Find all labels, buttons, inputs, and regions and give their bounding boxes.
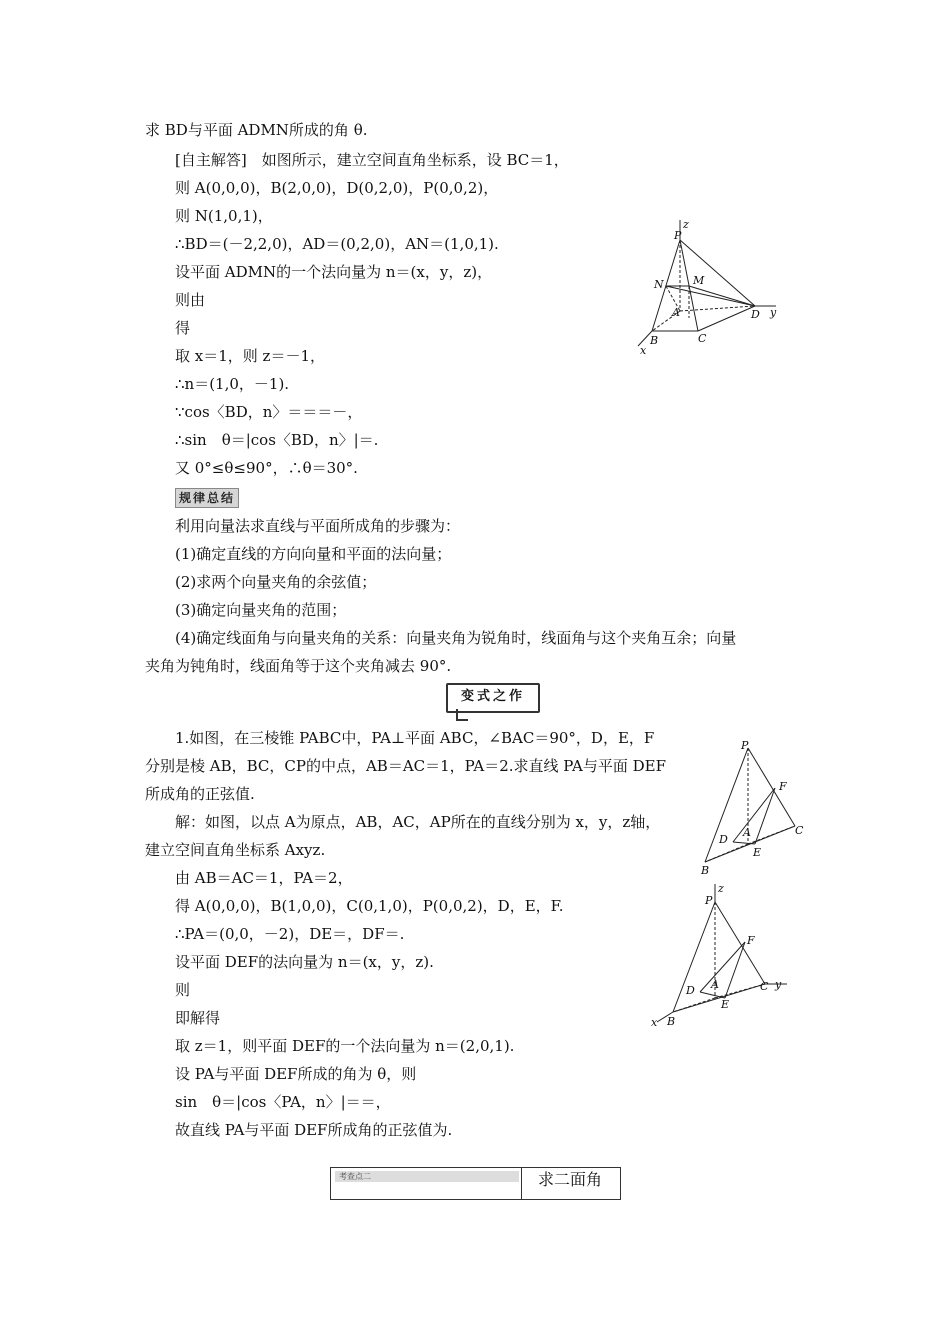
section-small-label: 考查点二 — [335, 1171, 519, 1182]
variant-banner: 变式之作 — [446, 683, 540, 713]
fig3-label-f: F — [747, 934, 755, 947]
text-line: 由 AB＝AC＝1，PA＝2， — [175, 869, 353, 887]
fig2-label-f: F — [779, 780, 787, 793]
figure-tetrahedron — [695, 738, 815, 878]
text-line: (4)确定线面角与向量夹角的关系：向量夹角为锐角时，线面角与这个夹角互余；向量 — [175, 629, 737, 647]
text-line: 解：如图，以点 A为原点，AB，AC，AP所在的直线分别为 x，y，z轴， — [175, 813, 661, 831]
fig1-label-z: z — [683, 218, 689, 231]
text-line: 1.如图，在三棱锥 PABC中，PA⊥平面 ABC，∠BAC＝90°，D，E，F — [175, 729, 655, 747]
text-line: 则 N(1,0,1)， — [175, 207, 273, 225]
text-line: 又 0°≤θ≤90°，∴θ＝30°. — [175, 459, 358, 477]
text-line: ∴BD＝(－2,2,0)，AD＝(0,2,0)，AN＝(1,0,1). — [175, 235, 499, 253]
figure-tetrahedron-axes — [645, 880, 795, 1030]
text-line: 则由 — [175, 291, 206, 309]
text-line: 取 x＝1，则 z＝－1， — [175, 347, 325, 365]
figure-pyramid-admn — [630, 218, 790, 358]
text-line: 建立空间直角坐标系 Axyz. — [145, 841, 326, 859]
text-line: 故直线 PA与平面 DEF所成角的正弦值为. — [175, 1121, 453, 1139]
fig1-label-n: N — [654, 278, 664, 291]
text-line: 即解得 — [175, 1009, 221, 1027]
text-line: 夹角为钝角时，线面角等于这个夹角减去 90°. — [145, 657, 452, 675]
fig2-label-p: P — [741, 739, 749, 752]
fig2-label-c: C — [795, 824, 804, 837]
text-line: 分别是棱 AB，BC，CP的中点，AB＝AC＝1，PA＝2.求直线 PA与平面 DEF — [145, 757, 667, 775]
text-line: 则 A(0,0,0)，B(2,0,0)，D(0,2,0)，P(0,0,2)， — [175, 179, 499, 197]
fig3-label-c: C — [760, 980, 769, 993]
text-line: (1)确定直线的方向向量和平面的法向量； — [175, 545, 452, 563]
fig1-label-y: y — [770, 306, 777, 319]
text-line: 设 PA与平面 DEF所成的角为 θ，则 — [175, 1065, 417, 1083]
text-line: 求 BD与平面 ADMN所成的角 θ. — [145, 121, 368, 139]
fig3-label-z: z — [718, 882, 724, 895]
text-line: ∴PA＝(0,0，－2)，DE＝，DF＝. — [175, 925, 405, 943]
section-header-box — [330, 1167, 621, 1200]
fig2-label-a: A — [743, 826, 751, 839]
text-line: 则 — [175, 981, 191, 999]
text-line: 得 A(0,0,0)，B(1,0,0)，C(0,1,0)，P(0,0,2)，D，E，F. — [175, 897, 564, 915]
fig1-label-m: M — [693, 274, 705, 287]
text-line: 得 — [175, 319, 191, 337]
fig2-label-e: E — [753, 846, 762, 859]
fig3-label-p: P — [705, 894, 713, 907]
fig3-label-y: y — [775, 978, 782, 991]
fig2-label-d: D — [719, 833, 728, 846]
text-line: ∴n＝(1,0，－1). — [175, 375, 290, 393]
fig1-label-p: P — [674, 229, 682, 242]
fig2-label-b: B — [701, 864, 710, 877]
fig1-label-c: C — [698, 332, 707, 345]
text-line: 设平面 DEF的法向量为 n＝(x，y，z). — [175, 953, 434, 971]
fig1-label-d: D — [751, 308, 760, 321]
summary-tag: 规律总结 — [175, 488, 239, 508]
text-line: ∴sin θ＝|cos〈BD，n〉|＝. — [175, 431, 379, 449]
text-line: 设平面 ADMN的一个法向量为 n＝(x，y，z)， — [175, 263, 493, 281]
fig3-label-a: A — [711, 978, 719, 991]
fig3-label-e: E — [721, 998, 730, 1011]
fig3-label-d: D — [686, 984, 695, 997]
text-line: 利用向量法求直线与平面所成角的步骤为： — [175, 517, 461, 535]
text-line: 取 z＝1，则平面 DEF的一个法向量为 n＝(2,0,1). — [175, 1037, 515, 1055]
fig1-label-b: B — [650, 334, 659, 347]
text-line: (2)求两个向量夹角的余弦值； — [175, 573, 377, 591]
text-line: (3)确定向量夹角的范围； — [175, 601, 347, 619]
text-line: sin θ＝|cos〈PA，n〉|＝＝， — [175, 1093, 391, 1111]
section-title: 求二面角 — [538, 1170, 603, 1189]
fig1-label-x: x — [640, 344, 647, 357]
fig3-label-x: x — [651, 1016, 658, 1029]
fig3-label-b: B — [667, 1015, 676, 1028]
section-label-cell — [331, 1168, 522, 1199]
text-line: 所成角的正弦值. — [145, 785, 255, 803]
text-line: [自主解答] 如图所示，建立空间直角坐标系，设 BC＝1， — [175, 151, 569, 169]
fig1-label-a: A — [672, 306, 680, 319]
text-line: ∵cos〈BD，n〉＝＝＝－， — [175, 403, 363, 421]
